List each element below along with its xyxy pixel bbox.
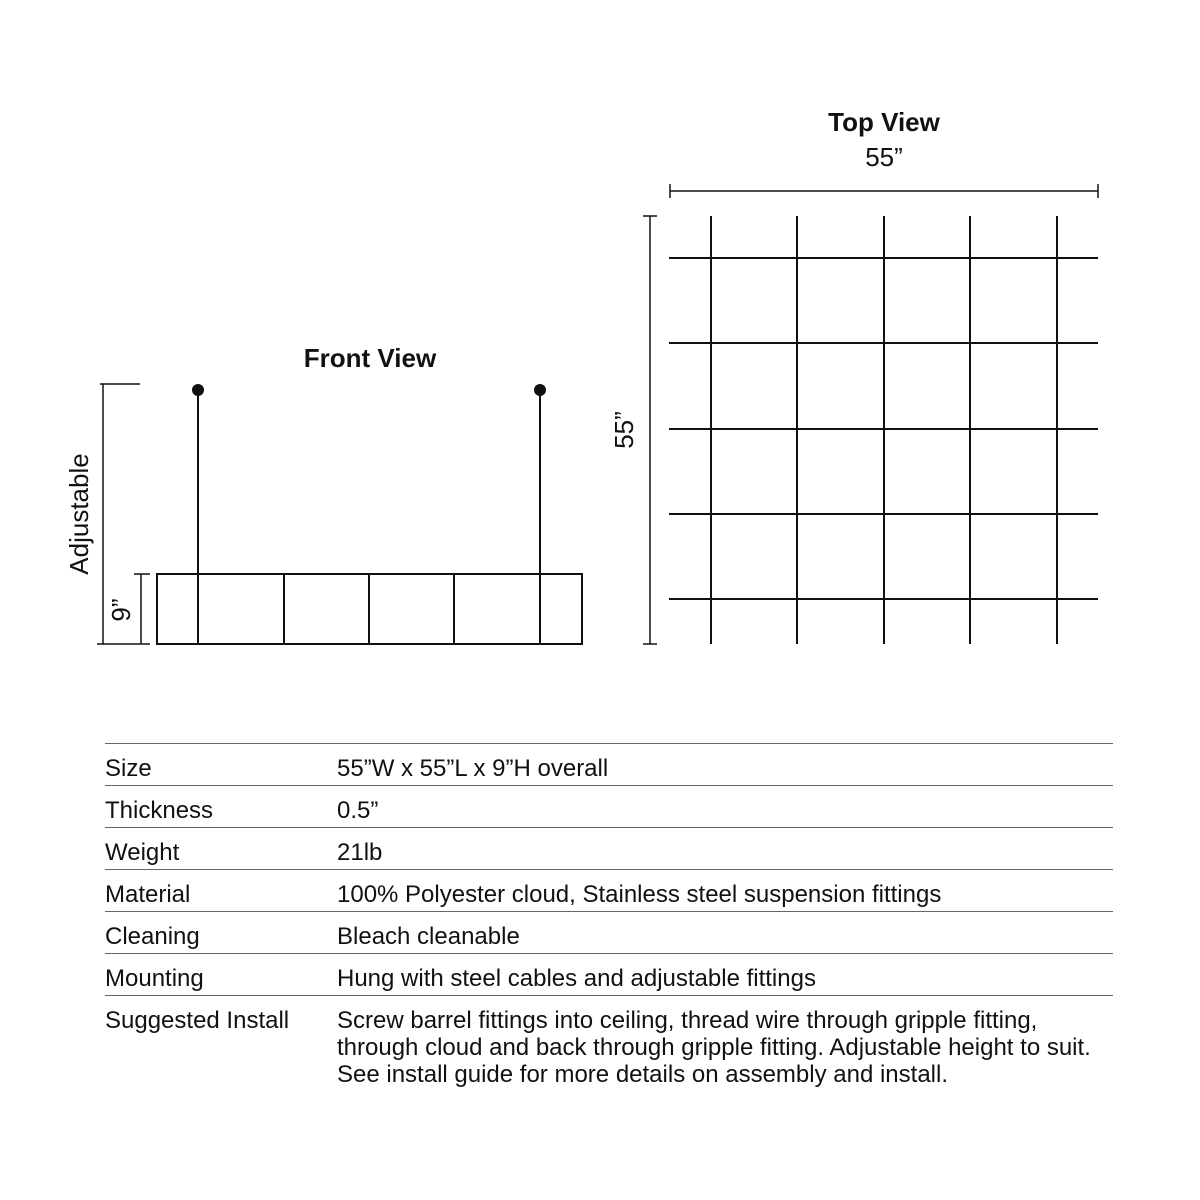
adjustable-label: Adjustable: [64, 453, 94, 575]
spec-label: Thickness: [105, 797, 214, 824]
front-view: [64, 343, 582, 644]
spec-value: 21lb: [337, 839, 383, 866]
spec-row-size: [105, 744, 1113, 786]
spec-value: Hung with steel cables and adjustable fittings: [337, 965, 816, 992]
spec-value: 55”W x 55”L x 9”H overall: [337, 755, 609, 782]
spec-row-mounting: [105, 954, 1113, 996]
thickness-label: 9”: [106, 598, 136, 622]
top-view-length-label: 55”: [609, 411, 639, 449]
top-view-title: Top View: [828, 107, 940, 137]
spec-row-cleaning: [105, 912, 1113, 954]
spec-label: Suggested Install: [105, 1007, 290, 1034]
spec-row-material: [105, 870, 1113, 912]
spec-row-suggested-install: [105, 996, 1113, 1092]
spec-label: Size: [105, 755, 152, 782]
spec-row-weight: [105, 828, 1113, 870]
spec-label: Material: [105, 881, 191, 908]
spec-value: Screw barrel fittings into ceiling, thread wire through gripple fitting, through cloud and back through gripple fitting. Adjustable height to suit. See install guide for more details on assembly and install.: [337, 1007, 1091, 1088]
spec-row-thickness: [105, 786, 1113, 828]
specifications-table: [105, 743, 1113, 1091]
front-view-title: Front View: [303, 343, 437, 373]
spec-value: 0.5”: [337, 797, 379, 824]
top-view: [609, 107, 1098, 644]
spec-label: Weight: [105, 839, 180, 866]
spec-value: Bleach cleanable: [337, 923, 520, 950]
spec-label: Mounting: [105, 965, 204, 992]
spec-label: Cleaning: [105, 923, 200, 950]
top-view-width-label: 55”: [865, 142, 903, 172]
spec-value: 100% Polyester cloud, Stainless steel suspension fittings: [337, 881, 942, 908]
